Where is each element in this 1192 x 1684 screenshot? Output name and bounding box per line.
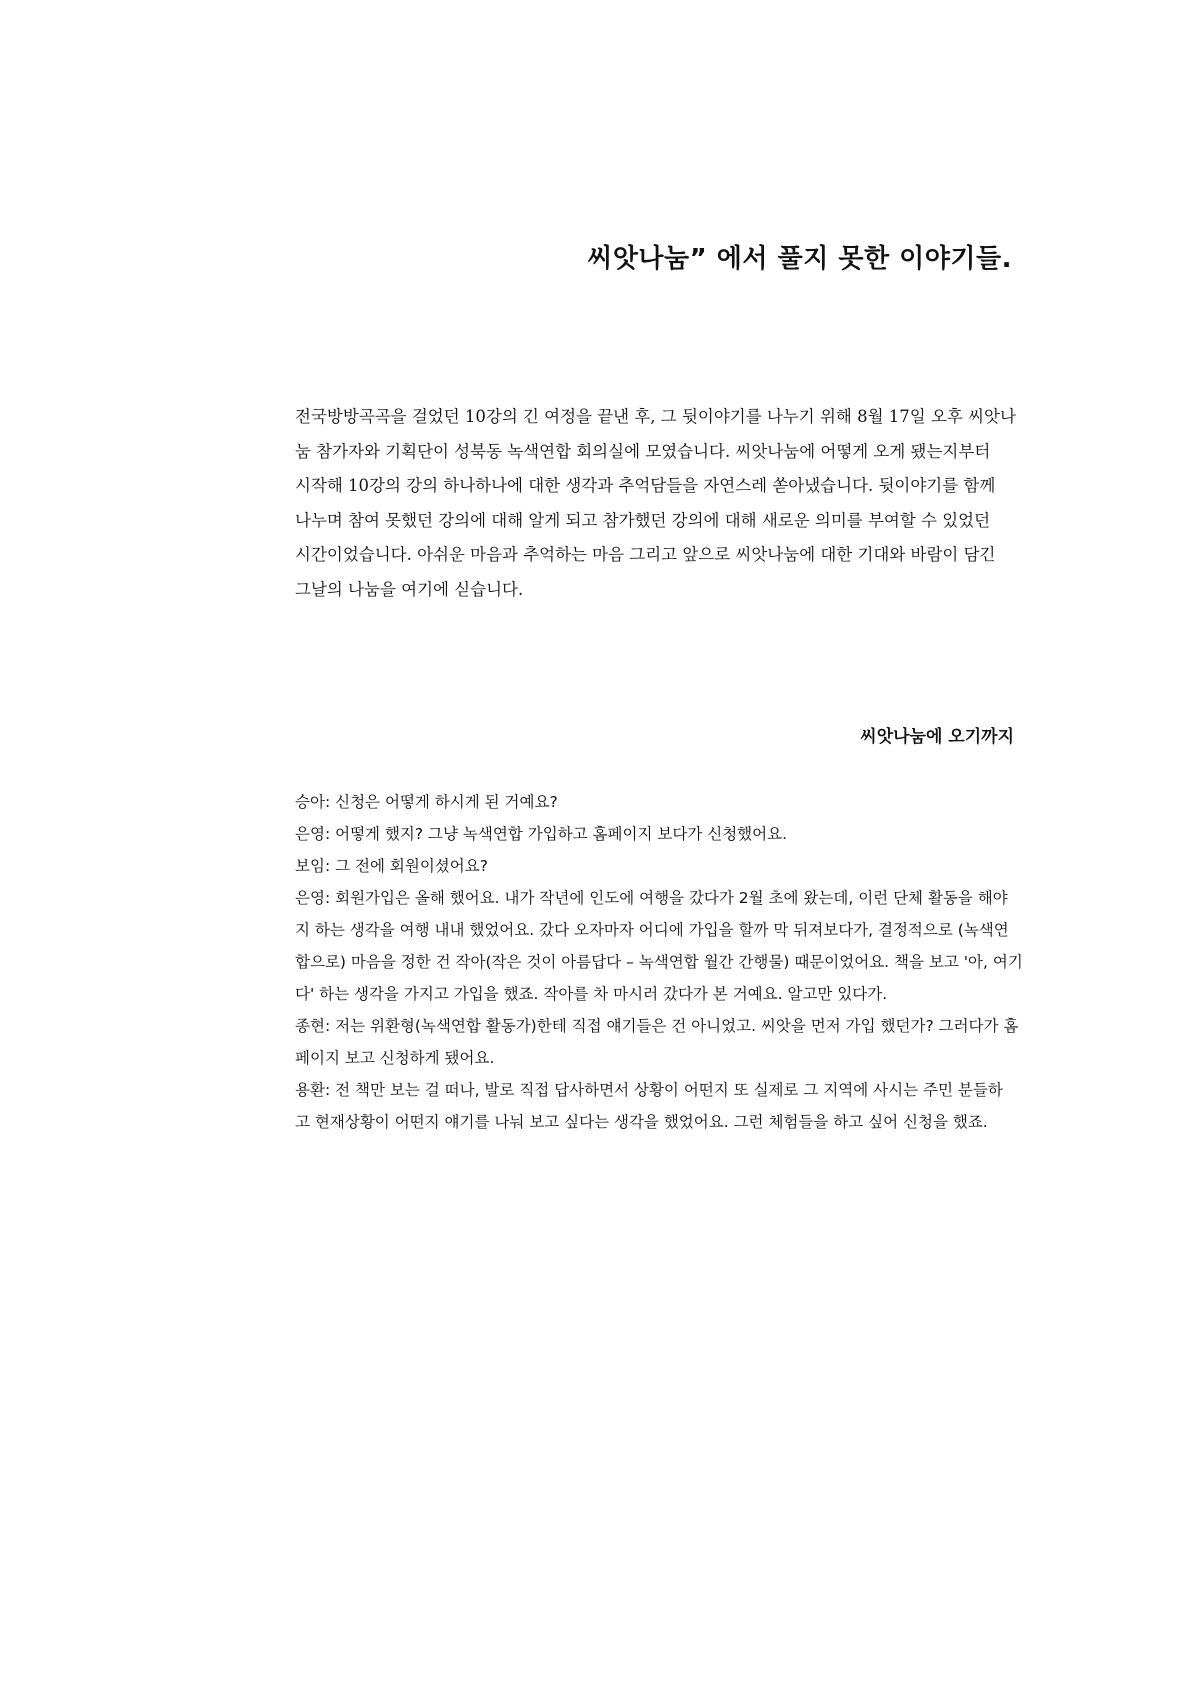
intro-paragraph xyxy=(295,400,1017,607)
intro-line: 시작해 10강의 강의 하나하나에 대한 생각과 추억담들을 자연스레 쏟아냈습니다. 뒷이야기를 함께 xyxy=(295,476,996,495)
intro-line: 눔 참가자와 기획단이 성북동 녹색연합 회의실에 모였습니다. 씨앗나눔에 어떻게 오게 됐는지부터 xyxy=(295,441,991,461)
intro-line: 전국방방곡곡을 걸었던 10강의 긴 여정을 끝낸 후, 그 뒷이야기를 나누기 위해 8월 17일 오후 씨앗나 xyxy=(295,407,1016,426)
section-heading: 씨앗나눔에 오기까지 xyxy=(860,727,1014,747)
dialogue-line: 다' 하는 생각을 가지고 가입을 했죠. 작아를 차 마시러 갔다가 본 거예요. 알고만 있다가. xyxy=(295,985,888,1003)
dialogue-line: 용환: 전 책만 보는 걸 떠나, 발로 직접 답사하면서 상황이 어떤지 또 실제로 그 지역에 사시는 주민 분들하 xyxy=(295,1081,1003,1099)
dialogue-block xyxy=(295,786,1023,1138)
dialogue-line: 은영: 어떻게 했지? 그냥 녹색연합 가입하고 홈페이지 보다가 신청했어요. xyxy=(295,825,788,843)
dialogue-line: 페이지 보고 신청하게 됐어요. xyxy=(295,1049,495,1067)
dialogue-line: 승아: 신청은 어떻게 하시게 된 거예요? xyxy=(295,793,558,811)
intro-line: 그날의 나눔을 여기에 싣습니다. xyxy=(295,579,524,599)
dialogue-line: 보임: 그 전에 회원이셨어요? xyxy=(295,857,488,875)
dialogue-line: 은영: 회원가입은 올해 했어요. 내가 작년에 인도에 여행을 갔다가 2월 초에 왔는데, 이런 단체 활동을 해야 xyxy=(295,889,1008,907)
dialogue-line: 합으로) 마음을 정한 건 작아(작은 것이 아름답다 – 녹색연합 월간 간행물) 때문이었어요. 책을 보고 '아, 여기 xyxy=(295,953,1023,971)
dialogue-line: 종현: 저는 위환형(녹색연합 활동가)한테 직접 얘기들은 건 아니었고. 씨앗을 먼저 가입 했던가? 그러다가 홈 xyxy=(295,1017,1019,1035)
dialogue-line: 고 현재상황이 어떤지 얘기를 나눠 보고 싶다는 생각을 했었어요. 그런 체험들을 하고 싶어 신청을 했죠. xyxy=(295,1113,988,1131)
page-title: 씨앗나눔” 에서 풀지 못한 이야기들. xyxy=(587,244,1012,274)
dialogue-line: 지 하는 생각을 여행 내내 했었어요. 갔다 오자마자 어디에 가입을 할까 막 뒤져보다가, 결정적으로 (녹색연 xyxy=(295,921,1009,939)
intro-line: 나누며 참여 못했던 강의에 대해 알게 되고 참가했던 강의에 대해 새로운 의미를 부여할 수 있었던 xyxy=(295,510,991,530)
intro-line: 시간이었습니다. 아쉬운 마음과 추억하는 마음 그리고 앞으로 씨앗나눔에 대한 기대와 바람이 담긴 xyxy=(295,545,996,564)
